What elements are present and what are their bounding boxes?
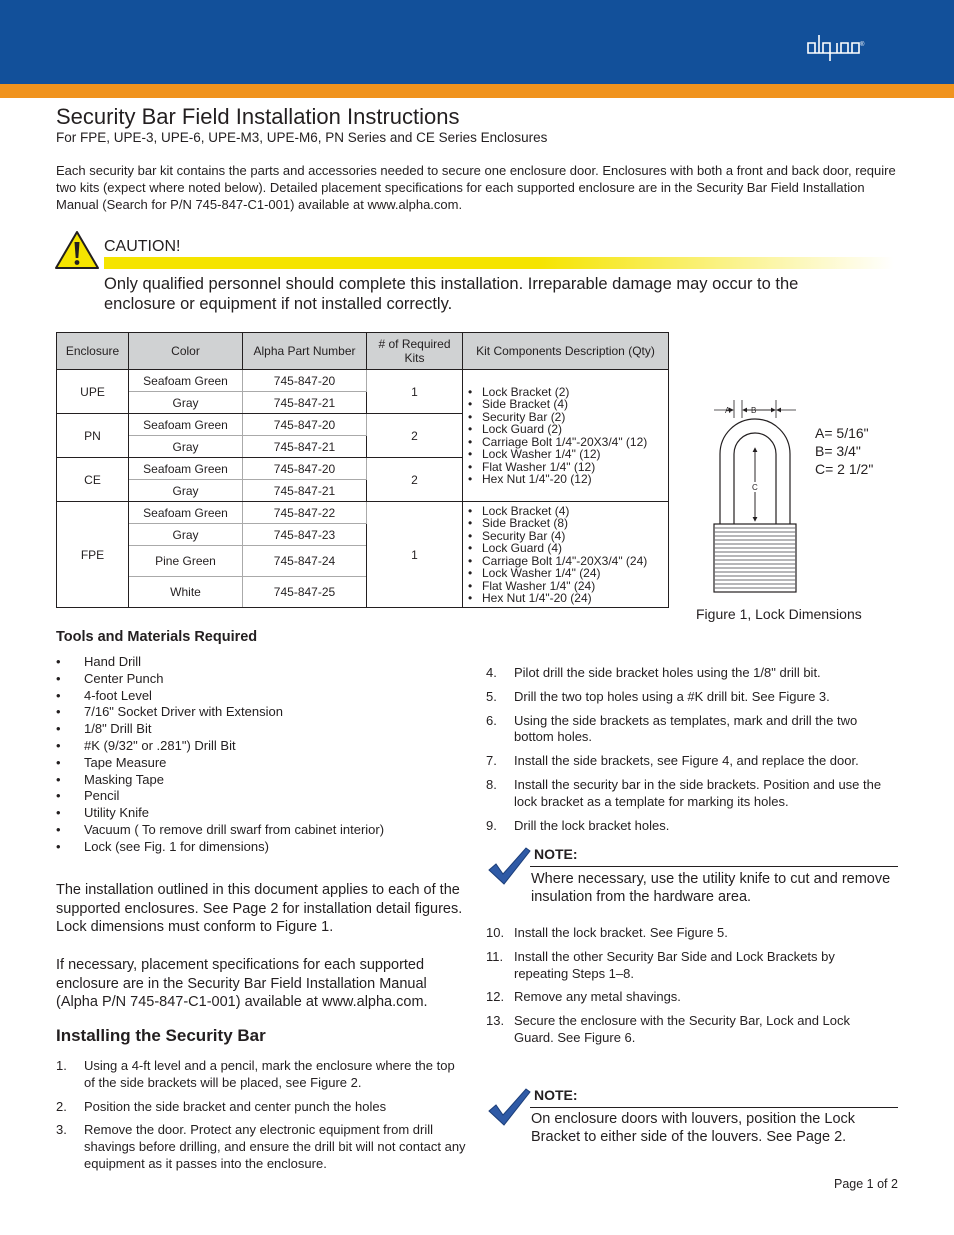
list-item: • Lock (see Fig. 1 for dimensions) xyxy=(56,839,384,856)
note-divider xyxy=(530,866,898,867)
padlock-figure xyxy=(706,396,806,606)
list-item: • Carriage Bolt 1/4"-20X3/4" (24) xyxy=(468,555,668,568)
part-number-cell: 745-847-20 xyxy=(243,458,367,480)
components-list xyxy=(463,386,668,486)
enclosure-cell: PN xyxy=(57,414,129,458)
checkmark-icon xyxy=(486,1087,532,1127)
note-text: On enclosure doors with louvers, position the Lock Bracket to either side of the louvers. See Page 2. xyxy=(531,1111,856,1145)
list-item: • Lock Bracket (4) xyxy=(468,505,668,518)
list-item: • Side Bracket (4) xyxy=(468,398,668,411)
kits-cell: 1 xyxy=(367,370,463,414)
kits-cell: 1 xyxy=(367,502,463,608)
list-item: • Lock Washer 1/4" (24) xyxy=(468,567,668,580)
document-subtitle: For FPE, UPE-3, UPE-6, UPE-M3, UPE-M6, PN Series and CE Series Enclosures xyxy=(56,130,548,145)
caution-title: CAUTION! xyxy=(104,238,181,255)
list-item: • #K (9/32" or .281") Drill Bit xyxy=(56,738,384,755)
header-required-kits: # of Required Kits xyxy=(367,333,463,370)
enclosure-cell: UPE xyxy=(57,370,129,414)
steps-list-left xyxy=(56,1058,466,1180)
list-item: • Lock Bracket (2) xyxy=(468,386,668,399)
warning-triangle-icon xyxy=(54,229,100,271)
dimension-label-a: A xyxy=(725,406,731,415)
list-item: • Vacuum ( To remove drill swarf from cabinet interior) xyxy=(56,822,384,839)
part-number-cell: 745-847-21 xyxy=(243,392,367,414)
svg-text:®: ® xyxy=(860,42,865,48)
kits-cell: 2 xyxy=(367,414,463,458)
components-cell xyxy=(463,502,669,608)
list-item: • Flat Washer 1/4" (12) xyxy=(468,461,668,474)
part-number-cell: 745-847-21 xyxy=(243,480,367,502)
note-divider xyxy=(530,1107,898,1108)
list-item: 6. Using the side brackets as templates, mark and drill the two bottom holes. xyxy=(486,712,858,745)
caution-text: Only qualified personnel should complete this installation. Irreparable damage may occur to the enclosure or equipment if not installed correctly. xyxy=(104,275,799,313)
part-number-cell: 745-847-22 xyxy=(243,502,367,524)
list-item: • Security Bar (4) xyxy=(468,530,668,543)
list-item: • Pencil xyxy=(56,788,384,805)
intro-paragraph: Each security bar kit contains the parts and accessories needed to secure one enclosure door. Enclosures with both a front and back door, require two kits (expect where noted below). Detailed placement specifications for each supported enclosure are in the Security Bar Field Installation Manual (Search for P/N 745-847-C1-001) available at www.alpha.com. xyxy=(56,163,896,212)
note-title: NOTE: xyxy=(534,846,578,862)
list-item: • Tape Measure xyxy=(56,755,384,772)
list-item: 2. Position the side bracket and center punch the holes xyxy=(56,1098,387,1114)
list-item: • Center Punch xyxy=(56,671,384,688)
header-kit-components: Kit Components Description (Qty) xyxy=(463,333,669,370)
list-item: • Lock Washer 1/4" (12) xyxy=(468,448,668,461)
list-item: 12. Remove any metal shavings. xyxy=(486,989,681,1005)
color-cell: Gray xyxy=(129,392,243,414)
list-item: • Masking Tape xyxy=(56,772,384,789)
tools-list xyxy=(56,654,384,856)
list-item: 3. Remove the door. Protect any electronic equipment from drill shavings before drilling, and ensure the drill bit will not contact any equipment as it passes into the enclosure. xyxy=(56,1122,466,1171)
list-item: • 7/16" Socket Driver with Extension xyxy=(56,704,384,721)
list-item: 5. Drill the two top holes using a #K drill bit. See Figure 3. xyxy=(486,688,830,704)
components-cell xyxy=(463,370,669,502)
color-cell: Gray xyxy=(129,524,243,546)
enclosure-cell: CE xyxy=(57,458,129,502)
page-number: Page 1 of 2 xyxy=(834,1177,898,1191)
alpha-logo-icon xyxy=(806,31,866,65)
list-item: • Lock Guard (4) xyxy=(468,542,668,555)
part-number-cell: 745-847-23 xyxy=(243,524,367,546)
dimension-label-c: C xyxy=(752,483,758,492)
header-part-number: Alpha Part Number xyxy=(243,333,367,370)
manual-paragraph: If necessary, placement specifications for each supported enclosure are in the Security Bar Field Installation Manual (Alpha P/N 745-847-C1-001) available at www.alpha.com. xyxy=(56,957,428,1010)
kits-cell: 2 xyxy=(367,458,463,502)
color-cell: Seafoam Green xyxy=(129,414,243,436)
part-number-cell: 745-847-20 xyxy=(243,414,367,436)
part-number-cell: 745-847-24 xyxy=(243,546,367,577)
dimension-b: B= 3/4" xyxy=(815,443,861,459)
list-item: 9. Drill the lock bracket holes. xyxy=(486,817,670,833)
note-text: Where necessary, use the utility knife to cut and remove insulation from the hardware area. xyxy=(531,871,891,905)
list-item: • Side Bracket (8) xyxy=(468,517,668,530)
list-item: • 1/8" Drill Bit xyxy=(56,721,384,738)
part-number-cell: 745-847-21 xyxy=(243,436,367,458)
dimension-a: A= 5/16" xyxy=(815,425,869,441)
part-number-cell: 745-847-20 xyxy=(243,370,367,392)
table-row xyxy=(57,502,669,524)
components-list xyxy=(463,505,668,605)
list-item: • Hand Drill xyxy=(56,654,384,671)
document-title: Security Bar Field Installation Instructions xyxy=(56,104,460,129)
list-item: 13. Secure the enclosure with the Security Bar, Lock and Lock Guard. See Figure 6. xyxy=(486,1013,851,1045)
color-cell: Pine Green xyxy=(129,546,243,577)
kit-table-header-row xyxy=(57,333,669,370)
list-item: 7. Install the side brackets, see Figure 4, and replace the door. xyxy=(486,753,859,769)
list-item: 8. Install the security bar in the side brackets. Position and use the lock bracket as a template for marking its holes. xyxy=(486,776,882,809)
color-cell: Seafoam Green xyxy=(129,502,243,524)
color-cell: Gray xyxy=(129,436,243,458)
scope-paragraph: The installation outlined in this document applies to each of the supported enclosures. See Page 2 for installation detail figures. Lock dimensions must conform to Figure 1. xyxy=(56,882,463,935)
steps-list-right-b xyxy=(486,925,890,1054)
color-cell: Gray xyxy=(129,480,243,502)
list-item: • Carriage Bolt 1/4"-20X3/4" (12) xyxy=(468,436,668,449)
install-section-title: Installing the Security Bar xyxy=(56,1026,266,1045)
header-accent-bar xyxy=(0,84,954,98)
list-item: • Hex Nut 1/4"-20 (12) xyxy=(468,473,668,486)
list-item: 10. Install the lock bracket. See Figure 5. xyxy=(486,925,728,940)
list-item: • Hex Nut 1/4"-20 (24) xyxy=(468,592,668,605)
table-row xyxy=(57,370,669,392)
part-number-cell: 745-847-25 xyxy=(243,577,367,608)
header-color: Color xyxy=(129,333,243,370)
color-cell: Seafoam Green xyxy=(129,370,243,392)
list-item: • Security Bar (2) xyxy=(468,411,668,424)
color-cell: White xyxy=(129,577,243,608)
note-title: NOTE: xyxy=(534,1087,578,1103)
list-item: • Utility Knife xyxy=(56,805,384,822)
figure-caption: Figure 1, Lock Dimensions xyxy=(696,606,862,622)
color-cell: Seafoam Green xyxy=(129,458,243,480)
enclosure-cell: FPE xyxy=(57,502,129,608)
list-item: 4. Pilot drill the side bracket holes using the 1/8" drill bit. xyxy=(486,665,821,680)
caution-highlight-bar xyxy=(104,257,894,269)
list-item: • 4-foot Level xyxy=(56,688,384,705)
steps-list-right-a xyxy=(486,665,890,841)
kit-table xyxy=(56,332,669,608)
dimension-label-b: B xyxy=(751,406,757,415)
list-item: 11. Install the other Security Bar Side and Lock Brackets by repeating Steps 1–8. xyxy=(486,948,835,981)
dimension-c: C= 2 1/2" xyxy=(815,461,874,477)
tools-title: Tools and Materials Required xyxy=(56,629,258,645)
header-enclosure: Enclosure xyxy=(57,333,129,370)
list-item: 1. Using a 4-ft level and a pencil, mark the enclosure where the top of the side brackets will be placed, see Figure 2. xyxy=(56,1058,455,1090)
list-item: • Lock Guard (2) xyxy=(468,423,668,436)
lock-dimensions xyxy=(815,424,873,478)
checkmark-icon xyxy=(486,846,532,886)
list-item: • Flat Washer 1/4" (24) xyxy=(468,580,668,593)
